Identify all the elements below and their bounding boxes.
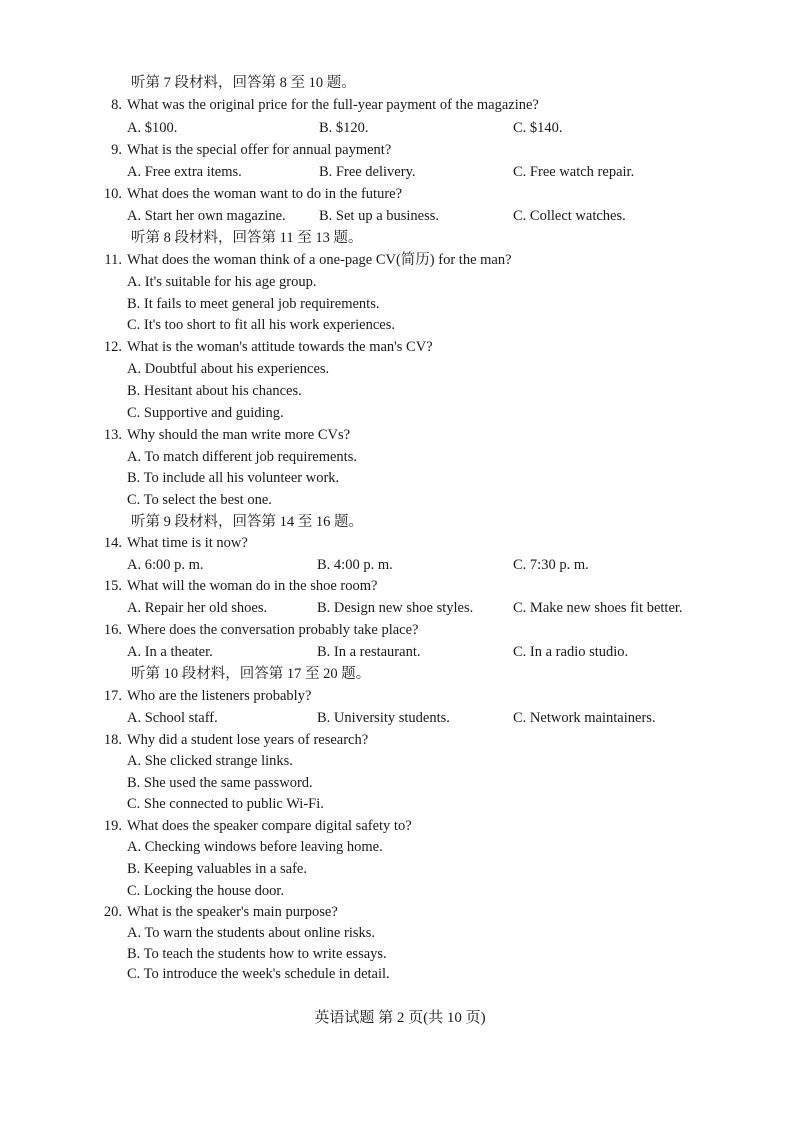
option-c: C. Make new shoes fit better. [513,600,683,616]
option-b: B. To teach the students how to write essays. [127,946,387,962]
option-c: C. To introduce the week's schedule in detail. [127,966,390,982]
option-c: C. It's too short to fit all his work experiences. [127,317,395,333]
question-text: What does the woman want to do in the future? [127,186,403,202]
question-number: 18. [103,732,122,748]
option-c: C. She connected to public Wi-Fi. [127,796,324,812]
option-c: C. In a radio studio. [513,644,629,660]
option-b: B. It fails to meet general job requirements. [127,296,380,312]
question-number: 15. [103,578,122,594]
option-b: B. Design new shoe styles. [317,600,474,616]
question-text: What is the speaker's main purpose? [127,904,338,920]
section-header: 听第 10 段材料，回答第 17 至 20 题。 [131,666,371,682]
option-c: C. Network maintainers. [513,710,656,726]
option-c: C. Locking the house door. [127,883,285,899]
question-number: 14. [103,535,122,551]
option-b: B. $120. [319,120,369,136]
question-text: What time is it now? [127,535,248,551]
question-text: What was the original price for the full-year payment of the magazine? [127,97,539,113]
option-a: A. To match different job requirements. [127,449,357,465]
section-header: 听第 7 段材料，回答第 8 至 10 题。 [131,75,356,91]
question-number: 19. [103,818,122,834]
question-number: 17. [103,688,122,704]
option-b: B. Set up a business. [319,208,440,224]
option-a: A. Start her own magazine. [127,208,286,224]
option-b: B. 4:00 p. m. [317,557,393,573]
question-text: What does the woman think of a one-page CV(简历) for the man? [127,252,512,268]
question-text: What does the speaker compare digital safety to? [127,818,412,834]
option-a: A. To warn the students about online risks. [127,925,376,941]
option-c: C. Supportive and guiding. [127,405,284,421]
question-number: 11. [104,252,122,268]
question-text: What is the special offer for annual payment? [127,142,392,158]
page-footer: 英语试题 第 2 页(共 10 页) [314,1010,486,1026]
option-b: B. Free delivery. [319,164,416,180]
option-b: B. University students. [317,710,450,726]
option-b: B. In a restaurant. [317,644,421,660]
option-a: A. In a theater. [127,644,213,660]
option-c: C. Free watch repair. [513,164,635,180]
question-number: 10. [103,186,122,202]
question-text: Who are the listeners probably? [127,688,312,704]
option-a: A. She clicked strange links. [127,753,293,769]
option-c: C. 7:30 p. m. [513,557,589,573]
question-text: Where does the conversation probably take place? [127,622,419,638]
option-a: A. Doubtful about his experiences. [127,361,330,377]
option-b: B. She used the same password. [127,775,313,791]
option-a: A. Repair her old shoes. [127,600,268,616]
option-b: B. Keeping valuables in a safe. [127,861,307,877]
option-a: A. $100. [127,120,178,136]
question-text: Why did a student lose years of research? [127,732,369,748]
question-number: 16. [103,622,122,638]
option-b: B. To include all his volunteer work. [127,470,340,486]
question-text: What is the woman's attitude towards the man's CV? [127,339,433,355]
option-b: B. Hesitant about his chances. [127,383,302,399]
question-text: What will the woman do in the shoe room? [127,578,378,594]
question-text: Why should the man write more CVs? [127,427,351,443]
question-number: 8. [111,97,122,113]
option-a: A. 6:00 p. m. [127,557,204,573]
section-header: 听第 8 段材料，回答第 11 至 13 题。 [131,230,363,246]
option-c: C. $140. [513,120,563,136]
question-number: 13. [103,427,122,443]
option-a: A. Free extra items. [127,164,242,180]
option-a: A. School staff. [127,710,218,726]
question-number: 12. [103,339,122,355]
option-a: A. It's suitable for his age group. [127,274,317,290]
question-number: 9. [111,142,122,158]
option-c: C. Collect watches. [513,208,626,224]
question-number: 20. [103,904,122,920]
section-header: 听第 9 段材料，回答第 14 至 16 题。 [131,514,363,530]
option-a: A. Checking windows before leaving home. [127,839,383,855]
option-c: C. To select the best one. [127,492,272,508]
